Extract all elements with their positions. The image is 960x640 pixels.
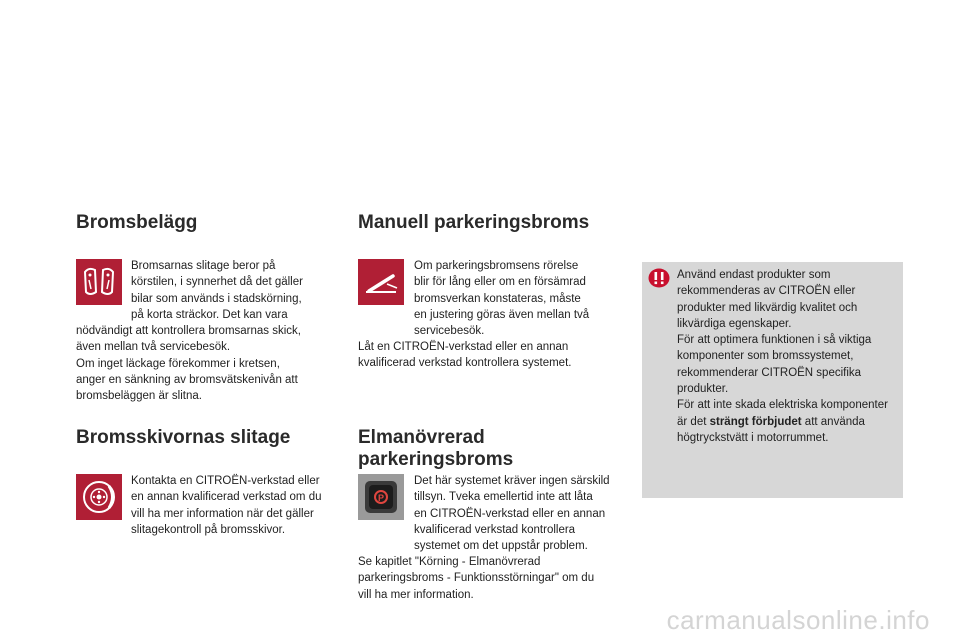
brake-pads-text-indented: Bromsarnas slitage beror på körstilen, i synnerhet då det gäller bilar som används i stadskörning, på korta sträckor. Det kan vara xyxy=(131,260,303,321)
svg-text:P: P xyxy=(377,493,385,503)
manual-parking-text-indented: Om parkeringsbromsens rörelse blir för lång eller om en försämrad bromsverkan konstateras, måste en justering göras även mellan två servicebesök. xyxy=(414,260,590,338)
brake-discs-heading: Bromsskivornas slitage xyxy=(76,427,291,448)
brake-pads-heading: Bromsbelägg xyxy=(76,212,198,233)
exclamation-warning-icon xyxy=(648,268,670,288)
handbrake-lever-icon xyxy=(358,259,404,305)
brake-disc-icon xyxy=(76,474,122,520)
manual-parking-text: Låt en CITROËN-verkstad eller en annan kvalificerad verkstad kontrollera systemet. xyxy=(358,341,572,370)
electric-parking-brake-heading: Elmanövrerad parkeringsbroms xyxy=(358,427,514,470)
brake-discs-text: Kontakta en CITROËN-verkstad eller en annan kvalificerad verkstad om du vill ha mer information när det gäller slitagekontroll på bromsskivor. xyxy=(131,475,322,536)
brake-pads-icon xyxy=(76,259,122,305)
brake-pads-text: nödvändigt att kontrollera bromsarnas skick, även mellan två servicebesök. Om inget läckage förekommer i kretsen, anger en sänkning av bromsvätskenivån att bromsbeläggen är slitna. xyxy=(76,325,301,403)
electric-parking-text-indented: Det här systemet kräver ingen särskild tillsyn. Tveka emellertid inte att låta en CITROËN-verkstad eller en annan kvalificerad verkstad kontrollera systemet om det uppstår problem. xyxy=(414,475,610,553)
warning-emphasis-line: är det strängt förbjudet att använda xyxy=(677,415,865,428)
warning-text: Använd endast produkter som rekommenderas av CITROËN eller produkter med likvärdig kvalitet och likvärdiga egenskaper. För att optimera funktionen i så viktiga komponenter som bromssystemet, rekommenderar CITROËN specifika produkter. För att inte skada elektriska komponenter är det strängt förbjudet att använda högtryckstvätt i motorrummet. xyxy=(677,269,888,444)
electric-parking-text: Se kapitlet "Körning - Elmanövrerad parkeringsbroms - Funktionsstörningar" om du vill ha mer information. xyxy=(358,556,595,601)
electric-parking-brake-switch-icon xyxy=(358,474,404,520)
manual-parking-brake-heading: Manuell parkeringsbroms xyxy=(358,212,590,233)
watermark: carmanualsonline.info xyxy=(666,605,930,635)
strictly-forbidden-emphasis: strängt förbjudet xyxy=(709,415,802,428)
